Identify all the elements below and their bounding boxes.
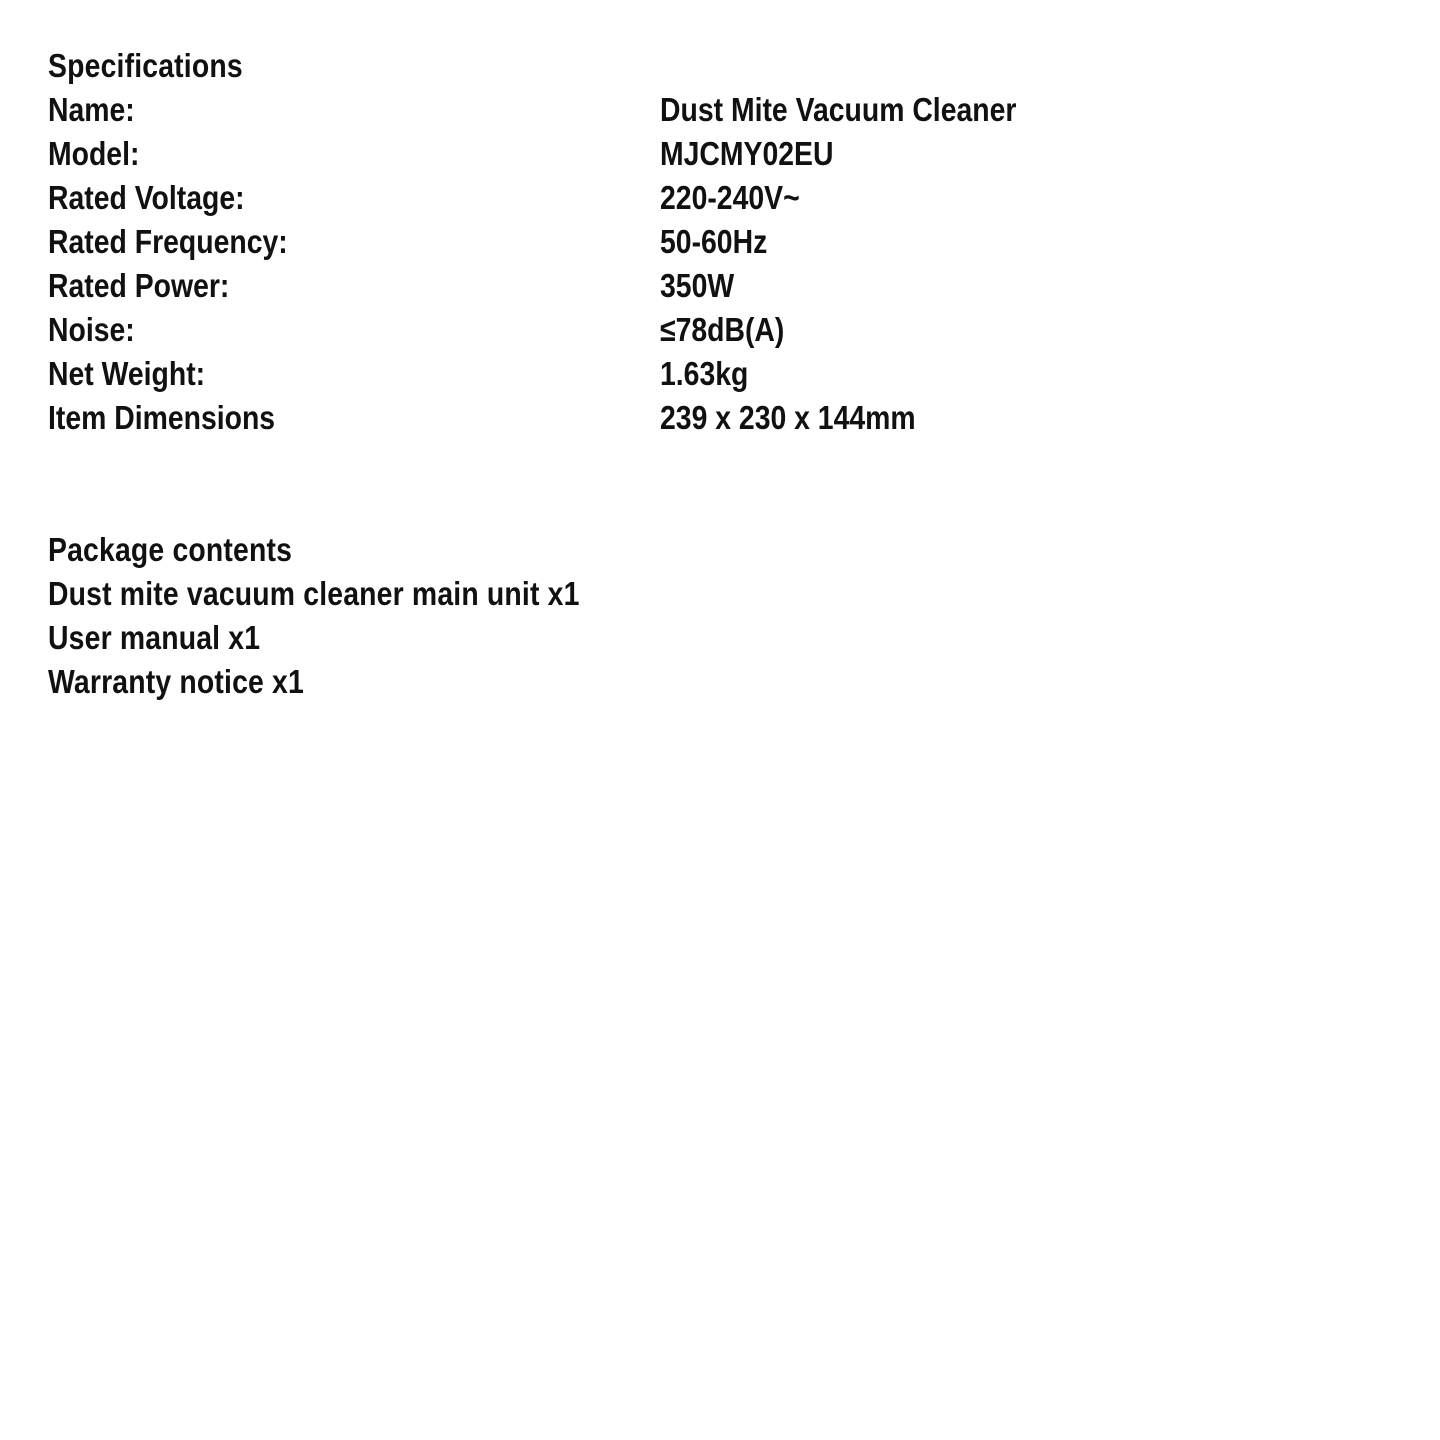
spec-label: Noise: — [48, 311, 135, 348]
spec-value: ≤78dB(A) — [660, 311, 785, 348]
specifications-section — [48, 44, 1392, 440]
spec-row-item-dimensions — [48, 396, 1392, 440]
spec-label: Model: — [48, 135, 140, 172]
package-contents-heading: Package contents — [48, 531, 293, 568]
package-contents-section — [48, 528, 1392, 704]
spec-value: 1.63kg — [660, 355, 749, 392]
spec-row-name — [48, 88, 1392, 132]
spec-value: 50-60Hz — [660, 223, 768, 260]
spec-label: Item Dimensions — [48, 399, 276, 436]
specifications-heading: Specifications — [48, 47, 243, 84]
section-spacer — [48, 440, 1392, 528]
spec-value: Dust Mite Vacuum Cleaner — [660, 91, 1017, 128]
spec-label: Rated Voltage: — [48, 179, 245, 216]
package-item: Warranty notice x1 — [48, 663, 304, 700]
spec-label: Name: — [48, 91, 135, 128]
spec-value: 239 x 230 x 144mm — [660, 399, 916, 436]
spec-row-rated-voltage — [48, 176, 1392, 220]
package-item: User manual x1 — [48, 619, 261, 656]
spec-row-rated-frequency — [48, 220, 1392, 264]
package-item: Dust mite vacuum cleaner main unit x1 — [48, 575, 580, 612]
spec-value: 220-240V~ — [660, 179, 800, 216]
document-page — [48, 44, 1392, 704]
spec-row-net-weight — [48, 352, 1392, 396]
spec-label: Rated Frequency: — [48, 223, 288, 260]
spec-row-noise — [48, 308, 1392, 352]
spec-row-rated-power — [48, 264, 1392, 308]
spec-row-model — [48, 132, 1392, 176]
spec-label: Net Weight: — [48, 355, 206, 392]
spec-label: Rated Power: — [48, 267, 230, 304]
spec-value: MJCMY02EU — [660, 135, 834, 172]
spec-value: 350W — [660, 267, 735, 304]
